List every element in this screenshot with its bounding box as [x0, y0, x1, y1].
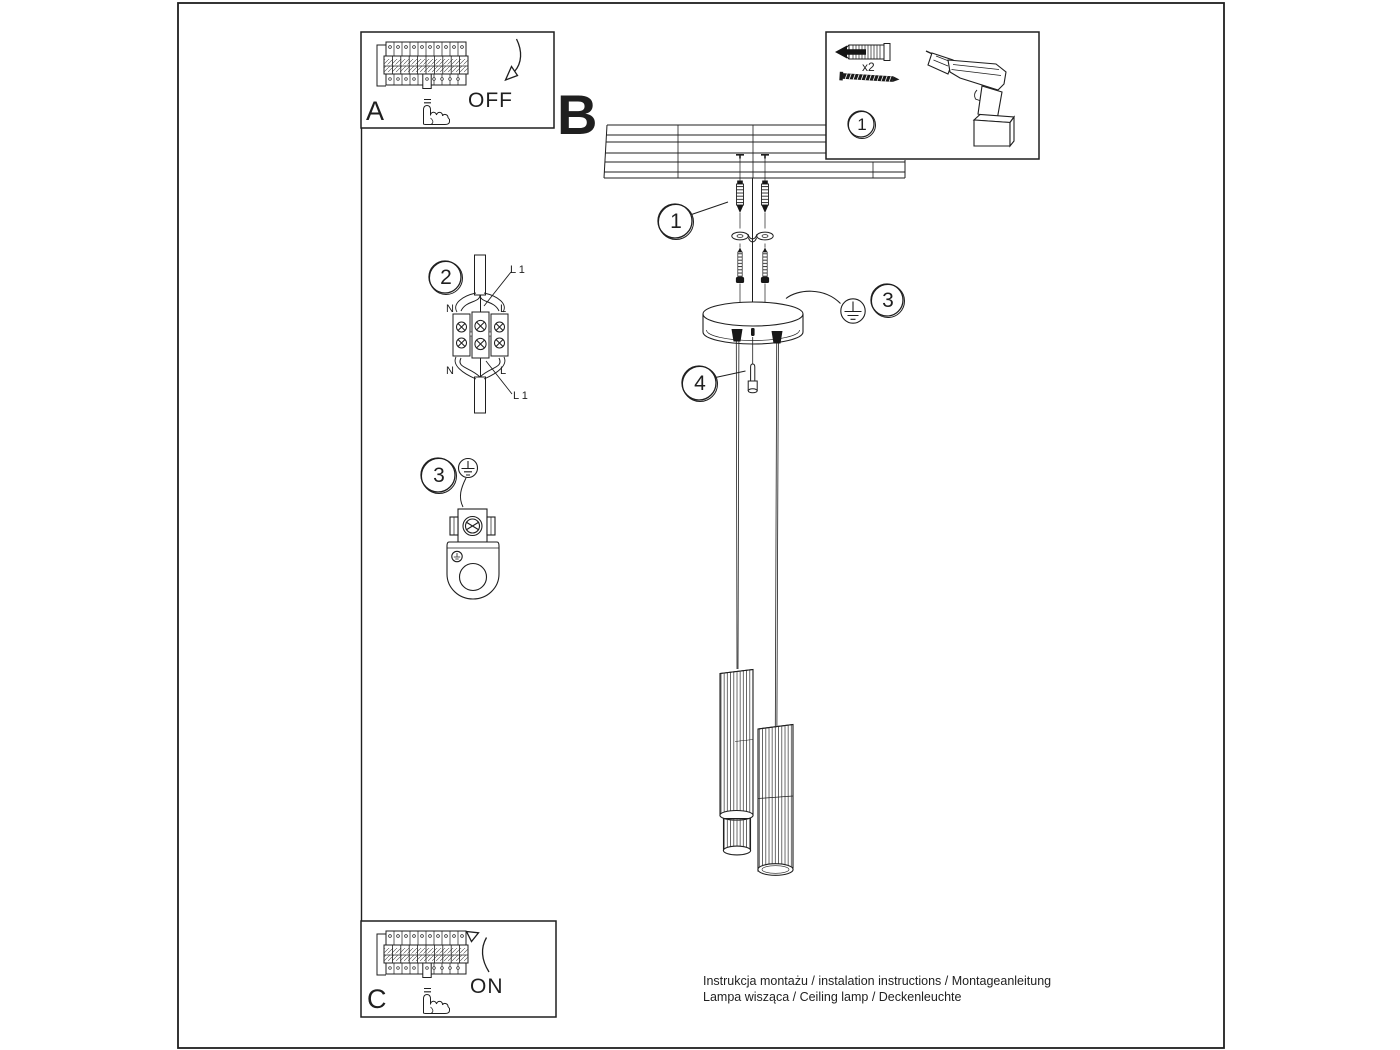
wire-label-n-bottom: N	[446, 365, 454, 377]
lamp-cable-left	[736, 342, 739, 670]
callout-2: 2	[429, 261, 463, 295]
ceiling-mark-icons	[736, 155, 769, 159]
step-c-label: C	[367, 984, 387, 1014]
mounting-assembly	[703, 155, 865, 393]
mounting-ring-icon	[447, 542, 499, 599]
section-b-label: B	[557, 83, 598, 146]
cord-gland-icons	[732, 328, 783, 344]
callout-4: 4	[682, 366, 718, 402]
wire-label-l1-top: L 1	[510, 264, 525, 276]
ground-symbol-icon	[841, 299, 865, 323]
callout-1: 1	[658, 204, 694, 240]
wire-label-l-top: L	[500, 303, 507, 315]
ground-wire	[786, 291, 841, 303]
footer-line2: Lampa wisząca / Ceiling lamp / Deckenleuchte	[703, 990, 962, 1004]
lamp-left-icon	[720, 670, 753, 855]
step-a-label: A	[366, 96, 385, 126]
ground-lead-wire	[460, 478, 466, 507]
wire-label-l-bottom: L	[500, 365, 507, 377]
pendant-lamps	[720, 342, 793, 876]
breaker-switch-lever	[423, 74, 431, 89]
step-c-state: ON	[470, 975, 504, 998]
strain-relief-screw-icon	[748, 337, 757, 393]
quantity-label: x2	[862, 60, 875, 74]
step-a-state: OFF	[468, 89, 513, 112]
sheet-border	[178, 3, 1224, 1048]
lamp-right-icon	[758, 725, 793, 876]
callout-tools-step: 1	[848, 111, 876, 139]
callout-3-left: 3	[421, 458, 457, 494]
callout-3-canopy: 3	[871, 284, 905, 318]
ground-terminal-icon	[450, 509, 495, 542]
lamp-cable-right	[775, 344, 778, 727]
cable-top	[475, 255, 486, 295]
wire-label-l1-bottom: L 1	[513, 390, 528, 402]
wire-label-n-top: N	[446, 303, 454, 315]
ground-symbol-icon	[459, 459, 478, 478]
cable-bottom	[475, 377, 486, 413]
footer-line1: Instrukcja montażu / instalation instructions / Montageanleitung	[703, 974, 1052, 988]
terminal-block-icon	[453, 312, 508, 358]
